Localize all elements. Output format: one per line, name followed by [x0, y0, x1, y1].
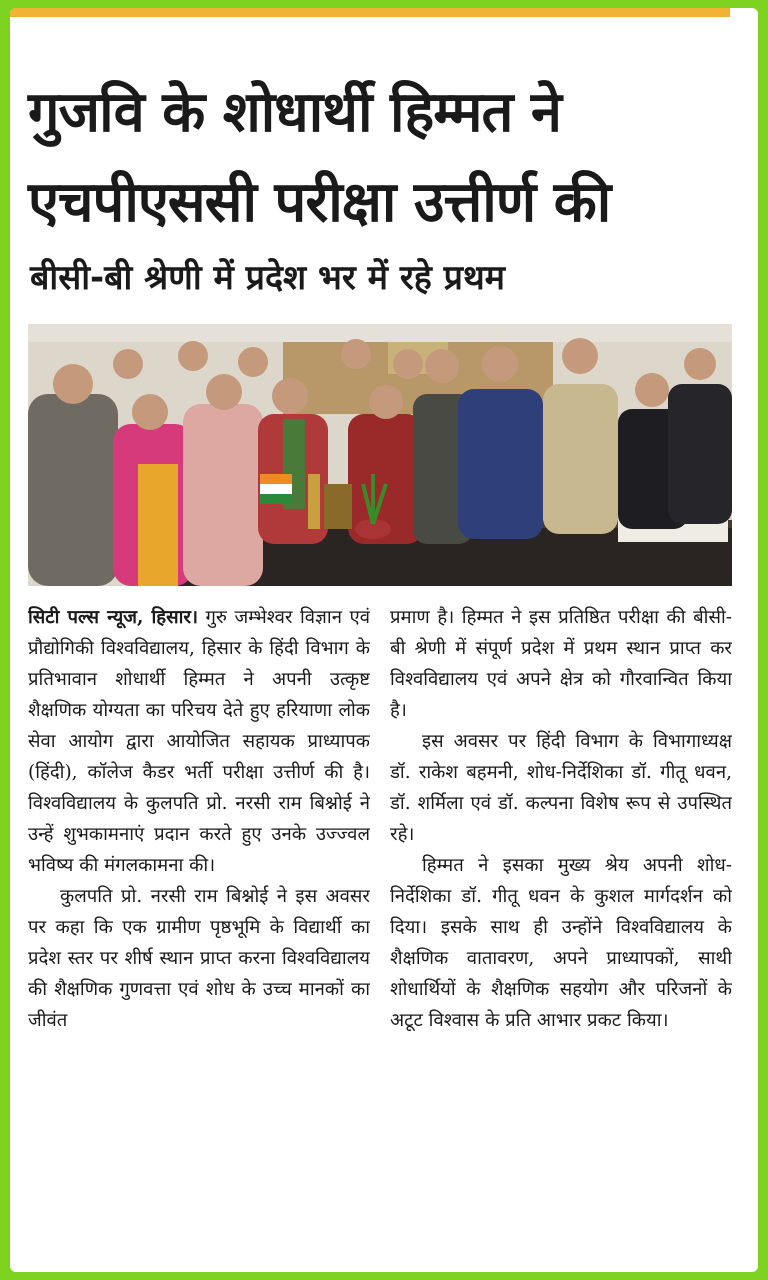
article-paragraph-4: हिम्मत ने इसका मुख्य श्रेय अपनी शोध-निर्देशिका डॉ. गीतू धवन के कुशल मार्गदर्शन को दिया। इसके साथ ही उन्होंने विश्वविद्यालय के शैक्षणिक वातावरण, अपने प्राध्यापकों, साथी शोधार्थियों के शैक्षणिक सहयोग और परिजनों के अटूट विश्वास के प्रति आभार प्रकट किया।	[390, 855, 732, 1031]
article-paragraph-1-text: गुरु जम्भेश्वर विज्ञान एवं प्रौद्योगिकी विश्वविद्यालय, हिसार के हिंदी विभाग के प्रतिभावान शोधार्थी हिम्मत ने अपनी उत्कृष्ट शैक्षणिक योग्यता का परिचय देते हुए हरियाणा लोक सेवा आयोग द्वारा आयोजित सहायक प्राध्यापक (हिंदी), कॉलेज कैडर भर्ती परीक्षा उत्तीर्ण की है। विश्वविद्यालय के कुलपति प्रो. नरसी राम बिश्नोई ने उन्हें शुभकामनाएं प्रदान करते हुए उनके उज्ज्वल भविष्य की मंगलकामना की।	[28, 607, 370, 876]
article-column-left	[28, 602, 370, 1272]
article-body	[28, 602, 732, 1272]
headline-line-1: गुजवि के शोधार्थी हिम्मत ने	[28, 80, 562, 145]
subheadline: बीसी-बी श्रेणी में प्रदेश भर में रहे प्रथम	[30, 258, 506, 298]
article-paragraph-2-continued: प्रमाण है। हिम्मत ने इस प्रतिष्ठित परीक्षा की बीसी-बी श्रेणी में संपूर्ण प्रदेश में प्रथम स्थान प्राप्त कर विश्वविद्यालय एवं अपने क्षेत्र को गौरवान्वित किया है।	[390, 607, 732, 721]
newspaper-clipping	[10, 8, 758, 1272]
group-photo-illustration	[28, 324, 732, 586]
top-accent-bar	[10, 8, 730, 17]
article-paragraph-2: कुलपति प्रो. नरसी राम बिश्नोई ने इस अवसर पर कहा कि एक ग्रामीण पृष्ठभूमि के विद्यार्थी का प्रदेश स्तर पर शीर्ष स्थान प्राप्त करना विश्वविद्यालय की शैक्षणिक गुणवत्ता एवं शोध के उच्च मानकों का जीवंत	[28, 886, 370, 1031]
article-paragraph-3: इस अवसर पर हिंदी विभाग के विभागाध्यक्ष डॉ. राकेश बहमनी, शोध-निर्देशिका डॉ. गीतू धवन, डॉ. शर्मिला एवं डॉ. कल्पना विशेष रूप से उपस्थित रहे।	[390, 731, 732, 845]
group-photo	[28, 324, 732, 586]
article-paragraph-1	[28, 602, 370, 881]
article-column-right	[390, 602, 732, 1272]
headline-line-2: एचपीएससी परीक्षा उत्तीर्ण की	[28, 170, 611, 235]
article-dateline: सिटी पल्स न्यूज, हिसार।	[28, 607, 199, 628]
